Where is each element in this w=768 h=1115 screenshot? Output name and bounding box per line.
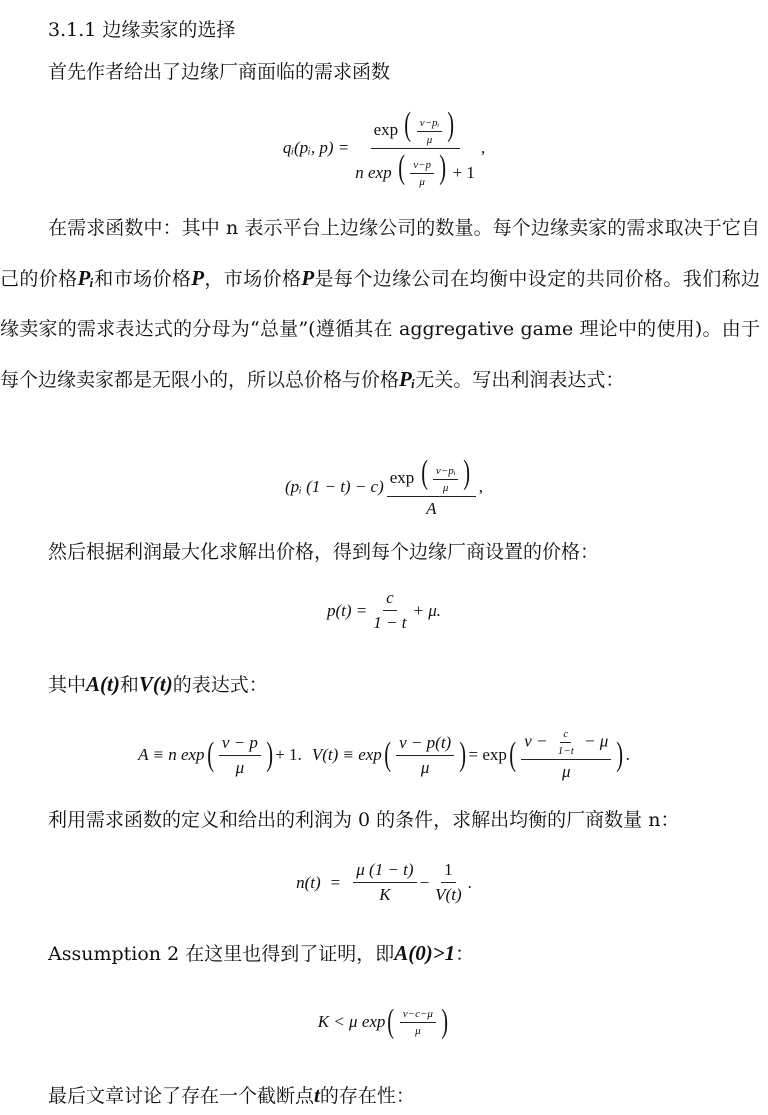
text: 是每个边缘公司在均衡中设定的共同价格。我们称边缘卖家的需求表达式的分母为“总量”(遵循其在 aggregative game 理论中的使用)。由于每个边缘卖家都是无限小的，所以总价格与价格	[0, 268, 760, 391]
eq-lhs: p(t) =	[327, 600, 368, 620]
text: 的存在性：	[319, 1085, 415, 1107]
var-p: P	[191, 266, 205, 290]
expression-text	[48, 672, 268, 697]
den: μ	[235, 757, 245, 777]
den: μ	[561, 762, 571, 781]
num: 1	[441, 860, 456, 883]
equilibrium-text: 利用需求函数的定义和给出的利润为 0 的条件，求解出均衡的厂商数量 n：	[48, 809, 680, 831]
num-post: − μ	[584, 731, 609, 751]
condition: A(0)>1	[394, 941, 456, 965]
den: 1−t	[557, 745, 574, 757]
num: v−pᵢ	[417, 117, 443, 132]
text: 的表达式：	[172, 674, 268, 696]
equals: = exp	[468, 745, 507, 764]
equation-a-v: A ≡ n exp ( $\frac{v - p}{\mu}$ ) + 1. V(t) ≡ exp ( $\frac{v - p(t)}{\mu}$ ) = exp ( v − $\frac{c}{1-t}$ − μ μ ) .	[138, 728, 630, 781]
den: μ	[420, 757, 430, 777]
den: μ	[419, 176, 425, 189]
equation-k: K < μ exp ( $\frac{v-c-\mu}{\mu}$ )	[317, 1003, 448, 1040]
intro-text: 首先作者给出了边缘厂商面临的需求函数	[48, 61, 391, 83]
den: V(t)	[435, 885, 462, 904]
equation-n	[0, 860, 768, 905]
num: μ (1 − t)	[353, 860, 416, 883]
cutoff-text	[48, 1083, 415, 1108]
eq-lhs: qᵢ(pᵢ, p) =	[282, 138, 350, 158]
var-pi: Pᵢ	[77, 266, 94, 290]
text: 在需求函数中：其中 n 表示平台上边缘公司的数量。每个边缘卖家的需求取决于它自己的价格	[0, 217, 760, 290]
equation-profit	[0, 456, 768, 519]
num: c	[560, 728, 571, 743]
den: 1 − t	[373, 613, 407, 632]
equals: =	[330, 872, 341, 892]
den: A	[426, 498, 437, 518]
fraction: exp ( $\frac{\text{v−pᵢ}}{\mu}$ ) n exp ( $\frac{v-p}{\mu}$ ) + 1	[355, 106, 475, 189]
var-t: t	[314, 1083, 320, 1107]
equation-price	[0, 588, 768, 633]
den: K	[379, 885, 391, 904]
num: v − p(t)	[396, 733, 454, 756]
num: v−c−μ	[400, 1008, 436, 1023]
den-pre: n exp	[355, 162, 392, 182]
text: 和	[119, 674, 139, 696]
var-v: V(t)	[138, 672, 173, 696]
section-heading: 3.1.1 边缘卖家的选择	[48, 19, 236, 41]
tail: .	[625, 745, 630, 764]
text: ，市场价格	[204, 268, 302, 290]
exp: exp	[389, 468, 415, 487]
tail: .	[467, 872, 472, 892]
num: v−pᵢ	[433, 465, 459, 480]
eq-lhs: (pᵢ (1 − t) − c)	[284, 477, 384, 497]
var-p: P	[301, 266, 315, 290]
tail: ,	[480, 138, 486, 158]
num: v−p	[410, 159, 434, 174]
a-lhs: A ≡ n exp	[138, 745, 205, 764]
eq-lhs: K < μ exp	[317, 1012, 386, 1031]
den: μ	[426, 133, 433, 146]
text: ：	[455, 943, 475, 965]
eq-lhs: n(t)	[296, 872, 321, 892]
fraction: exp ( $\frac{\text{v−pᵢ}}{\mu}$ ) A	[387, 456, 476, 519]
assumption-text	[48, 941, 474, 966]
text: 无关。写出利润表达式：	[415, 369, 625, 391]
num-pre: v −	[524, 731, 548, 751]
tail: ,	[478, 477, 484, 497]
text: 和市场价格	[93, 268, 192, 290]
num: v − p	[219, 733, 261, 756]
price-text: 然后根据利润最大化求解出价格，得到每个边缘厂商设置的价格：	[48, 541, 600, 563]
var-a: A(t)	[86, 672, 120, 696]
den: μ	[415, 1024, 421, 1037]
text: Assumption 2 在这里也得到了证明，即	[48, 943, 395, 965]
a-tail: + 1.	[275, 745, 302, 764]
paragraph-demand	[0, 203, 760, 405]
text: 其中	[48, 674, 87, 696]
equation-demand-function	[0, 108, 768, 188]
den-post: + 1	[452, 162, 475, 182]
den: μ	[442, 481, 449, 494]
text: 最后文章讨论了存在一个截断点	[48, 1085, 315, 1107]
v-lhs: V(t) ≡ exp	[311, 745, 382, 764]
var-pi: Pᵢ	[399, 367, 416, 391]
minus: −	[419, 872, 430, 892]
tail: + μ.	[412, 600, 441, 620]
num: c	[383, 588, 397, 611]
exp: exp	[373, 120, 399, 139]
